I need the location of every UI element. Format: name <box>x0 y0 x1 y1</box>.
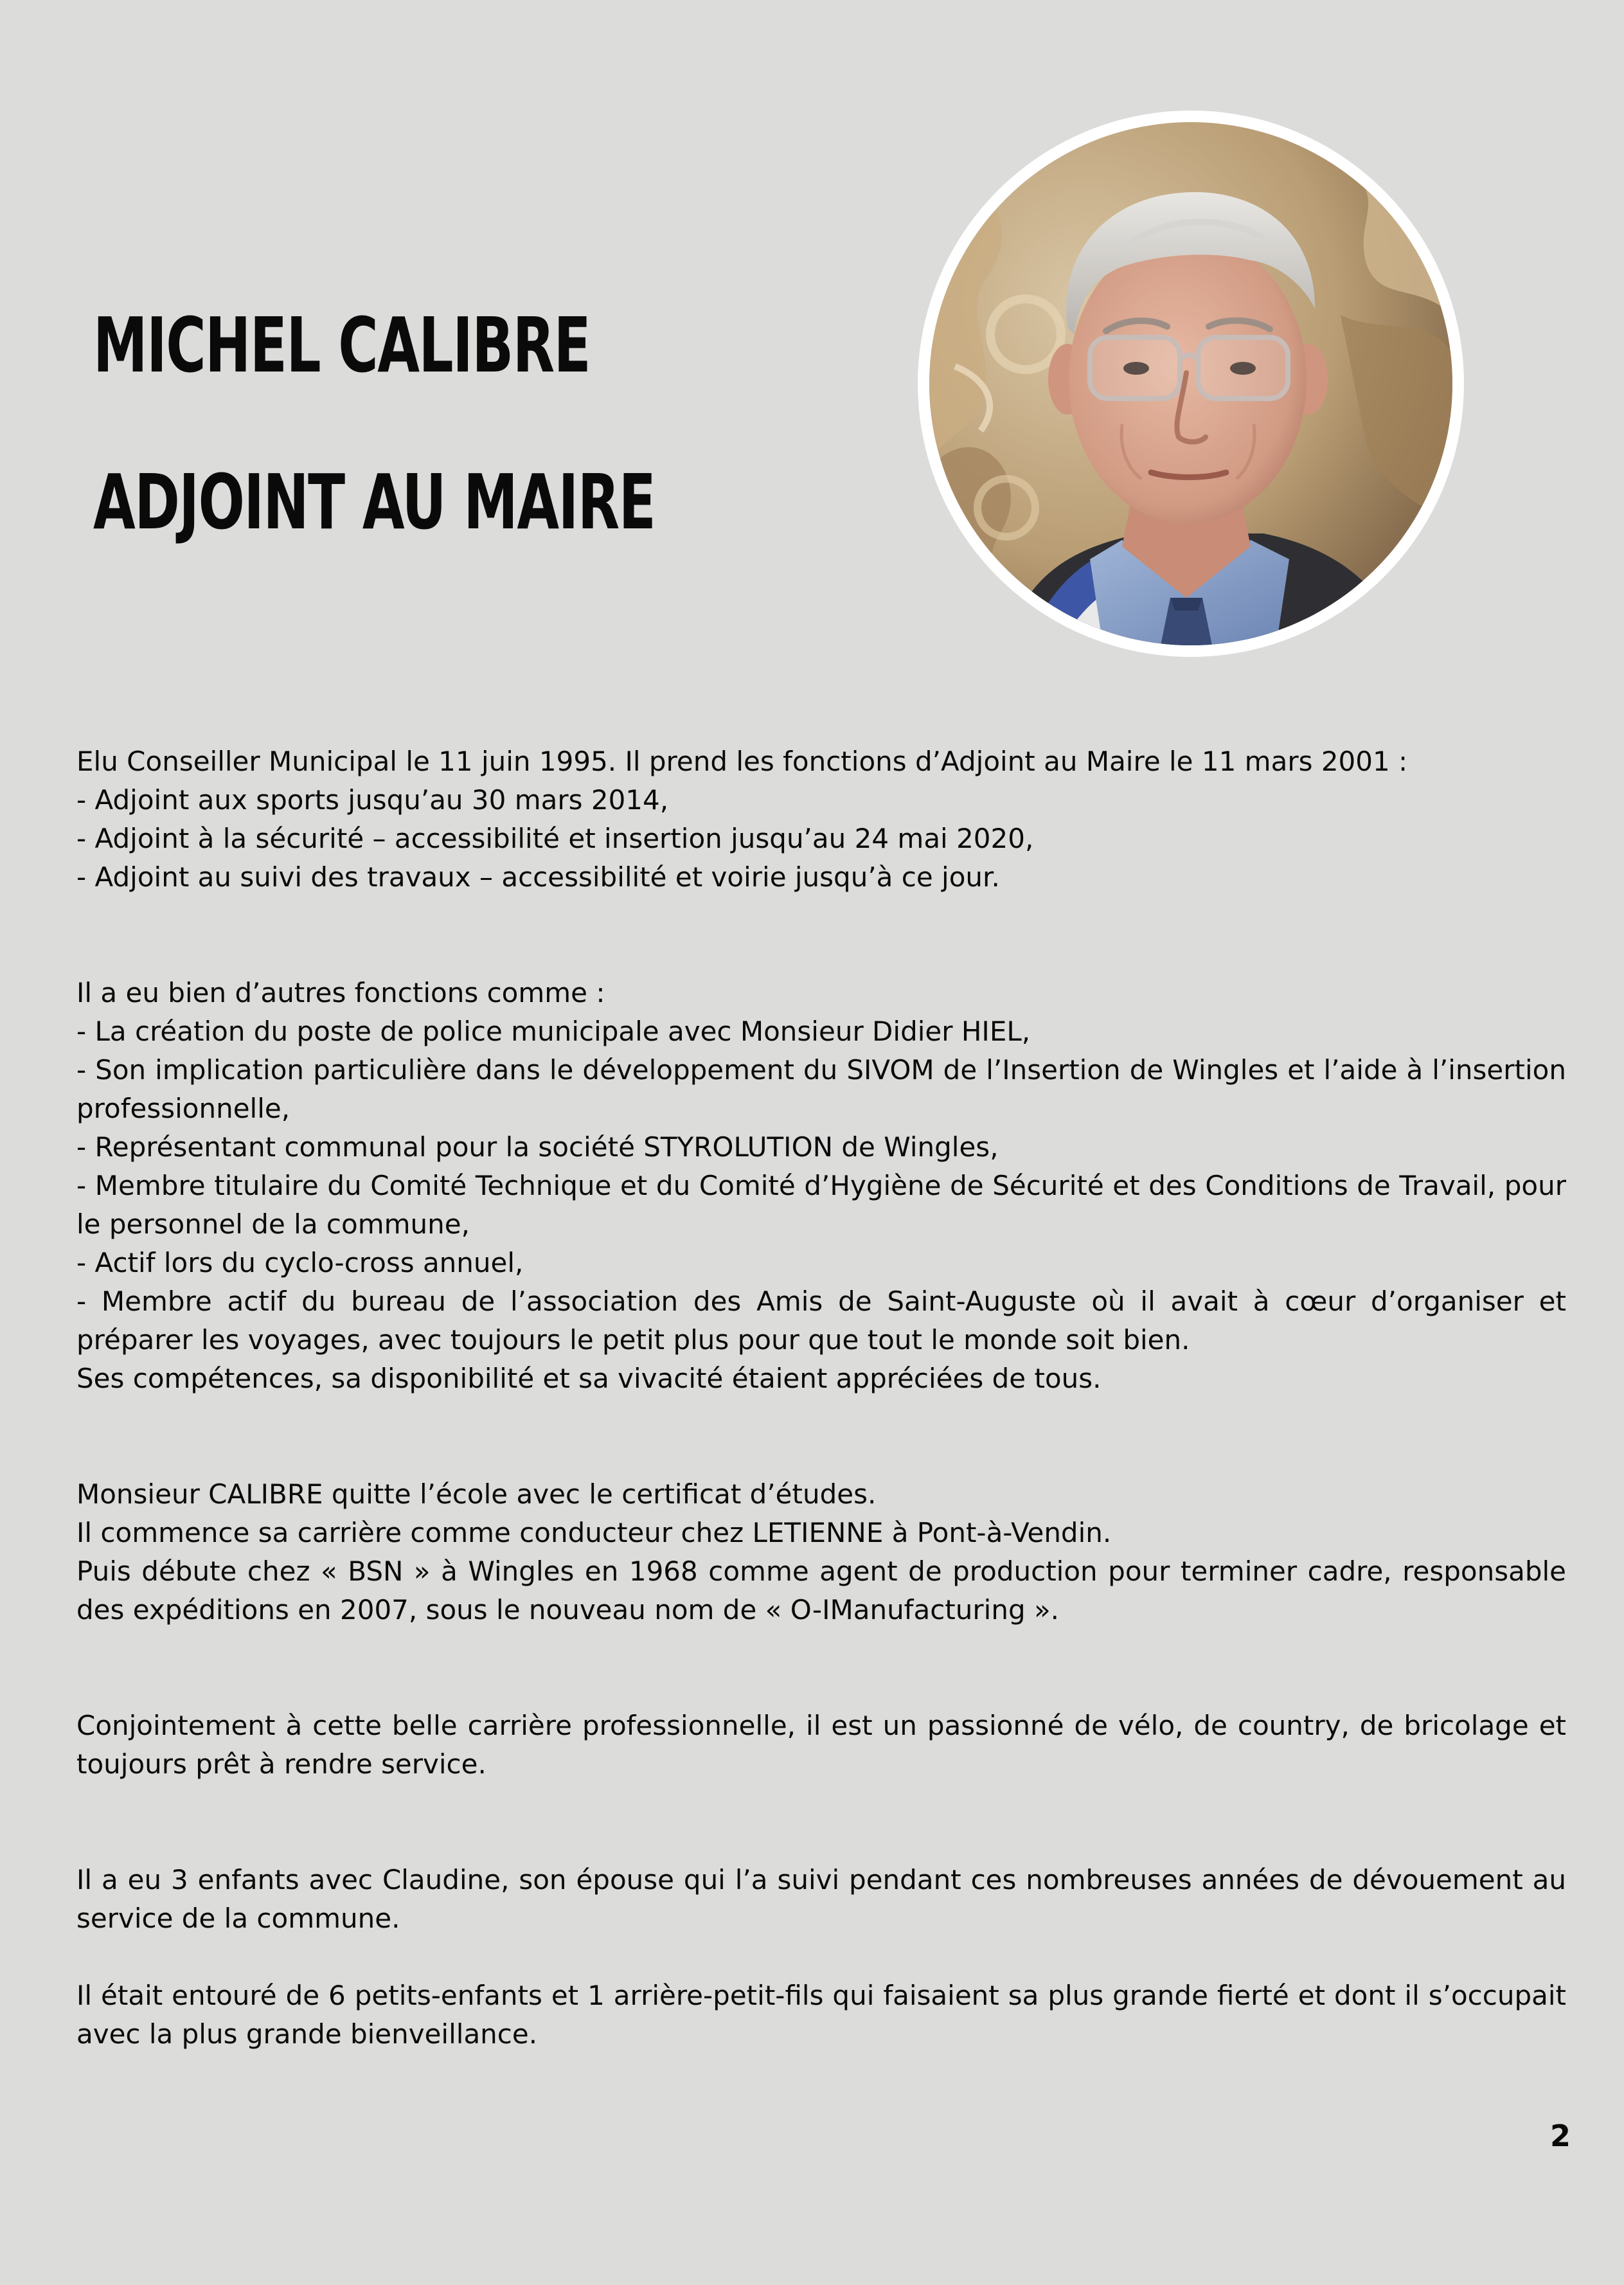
bio-line: - Adjoint aux sports jusqu’au 30 mars 2014, <box>76 784 669 816</box>
bio-line: - La création du poste de police municipale avec Monsieur Didier HIEL, <box>76 1016 1031 1047</box>
paragraph-spacer <box>76 1398 1566 1475</box>
paragraph-spacer <box>76 897 1566 974</box>
bio-line: Elu Conseiller Municipal le 11 juin 1995. Il prend les fonctions d’Adjoint au Maire le 11 mars 2001 : <box>76 746 1408 777</box>
bio-line: Il commence sa carrière comme conducteur chez LETIENNE à Pont-à-Vendin. <box>76 1517 1112 1548</box>
bio-line: Ses compétences, sa disponibilité et sa vivacité étaient appréciées de tous. <box>76 1363 1102 1394</box>
bio-paragraph: Il était entouré de 6 petits-enfants et 1 arrière-petit-fils qui faisaient sa plus grande fierté et dont il s’occupait avec la plus grande bienveillance. <box>76 1980 1566 2050</box>
bio-paragraph: Il a eu 3 enfants avec Claudine, son épouse qui l’a suivi pendant ces nombreuses années de dévouement au service de la commune. <box>76 1864 1566 1934</box>
page-number: 2 <box>1550 2119 1571 2153</box>
bio-line: Puis débute chez « BSN » à Wingles en 1968 comme agent de production pour terminer cadre, responsable des expéditions en 2007, sous le nouveau nom de « O-IManufacturing ». <box>76 1555 1566 1626</box>
paragraph-spacer <box>76 1629 1566 1707</box>
portrait-photo <box>918 111 1464 657</box>
bio-line: - Représentant communal pour la société STYROLUTION de Wingles, <box>76 1131 999 1163</box>
bio-line: - Actif lors du cyclo-cross annuel, <box>76 1247 524 1278</box>
bio-line: - Membre actif du bureau de l’association des Amis de Saint-Auguste où il avait à cœur d’organiser et préparer les voyages, avec toujours le petit plus pour que tout le monde soit bien. <box>76 1286 1566 1356</box>
bio-line: - Son implication particulière dans le développement du SIVOM de l’Insertion de Wingles et l’aide à l’insertion professionnelle, <box>76 1054 1566 1124</box>
person-name: MICHEL CALIBRE <box>93 301 591 390</box>
portrait-image <box>929 122 1452 645</box>
paragraph-spacer <box>76 1938 1566 1976</box>
paragraph-spacer <box>76 1784 1566 1861</box>
biography-text <box>76 742 1566 2054</box>
bio-line: - Adjoint au suivi des travaux – accessibilité et voirie jusqu’à ce jour. <box>76 861 1000 893</box>
bio-line: - Membre titulaire du Comité Technique et du Comité d’Hygiène de Sécurité et des Conditions de Travail, pour le personnel de la commune, <box>76 1170 1566 1240</box>
bio-paragraph: Conjointement à cette belle carrière professionnelle, il est un passionné de vélo, de country, de bricolage et toujours prêt à rendre service. <box>76 1710 1566 1780</box>
bio-line: Monsieur CALIBRE quitte l’école avec le certificat d’études. <box>76 1478 877 1510</box>
bio-line: - Adjoint à la sécurité – accessibilité et insertion jusqu’au 24 mai 2020, <box>76 823 1034 854</box>
bio-line: Il a eu bien d’autres fonctions comme : <box>76 977 605 1008</box>
person-role: ADJOINT AU MAIRE <box>93 458 656 546</box>
